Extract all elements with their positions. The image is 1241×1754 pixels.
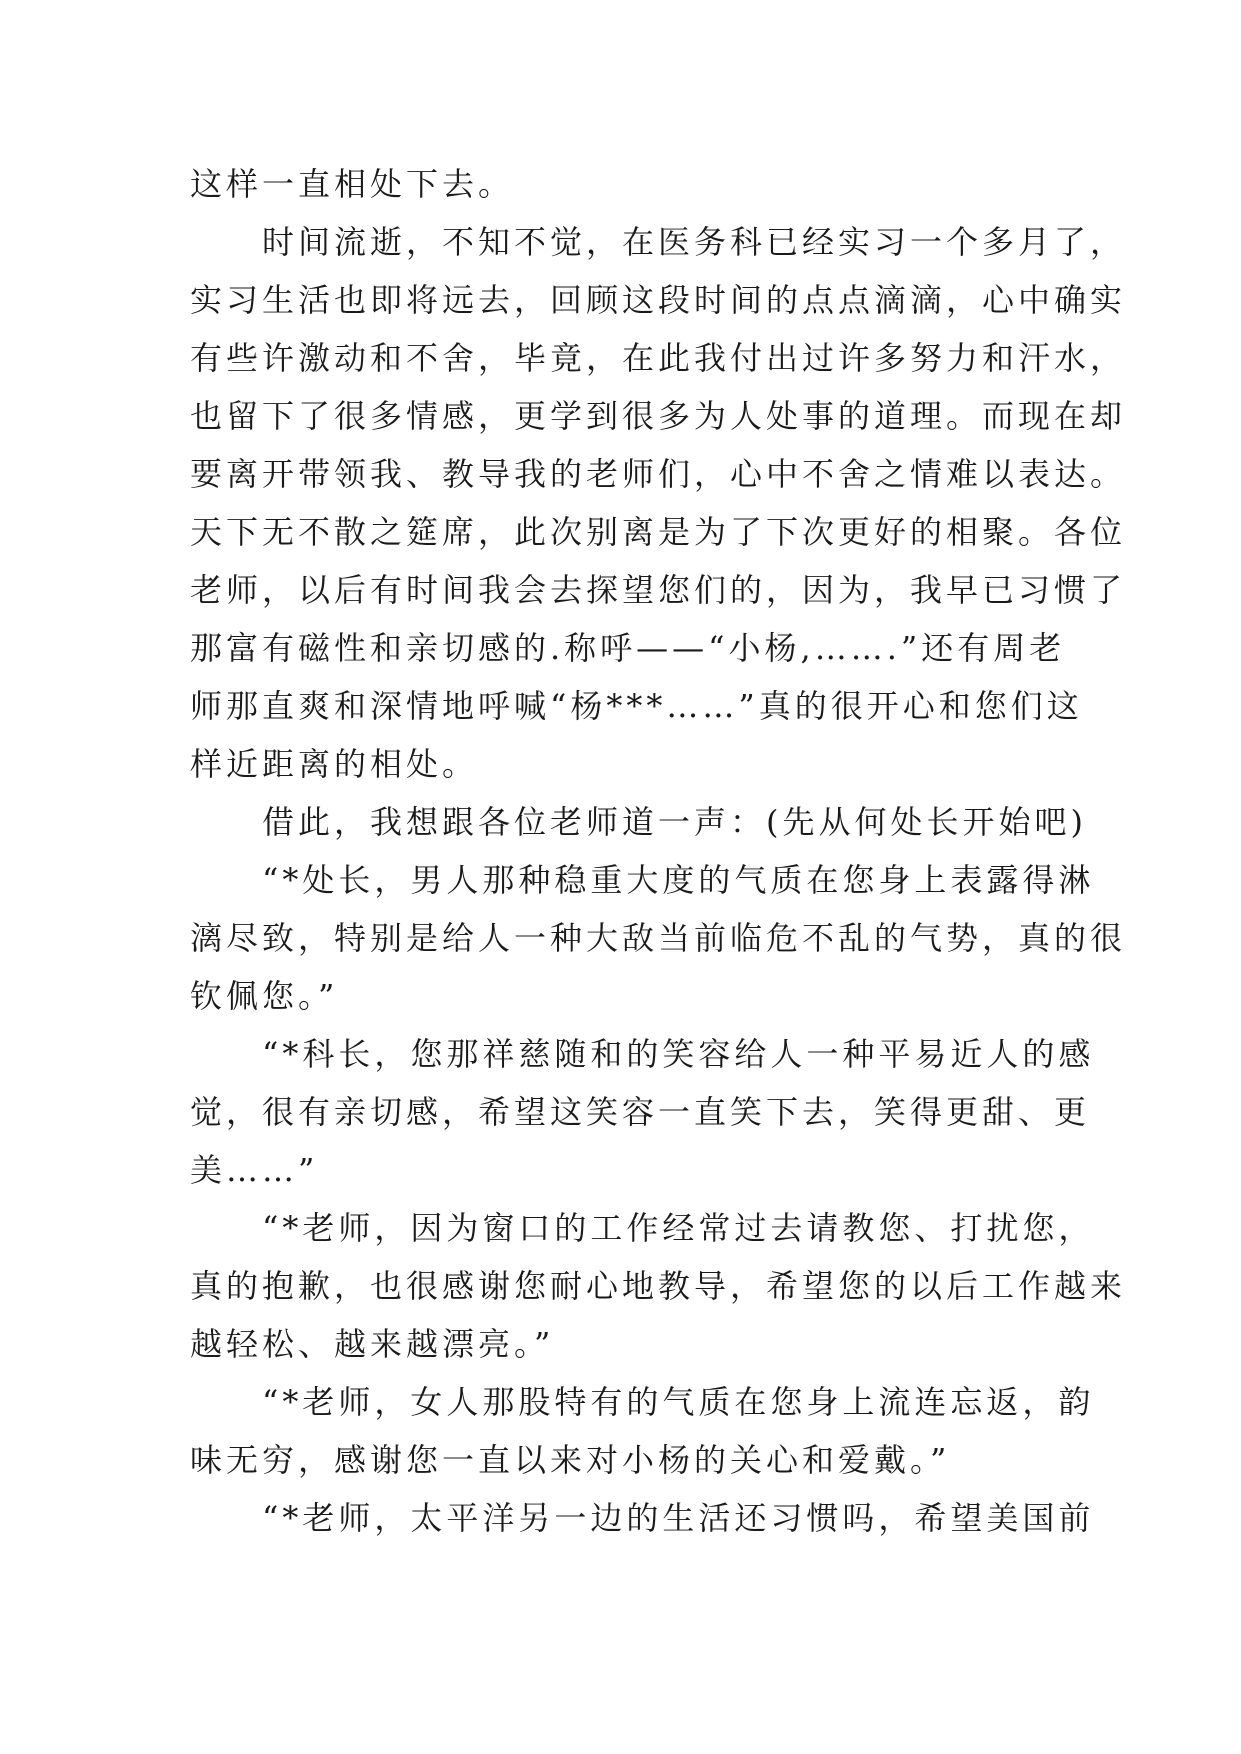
text-line: 时间流逝，不知不觉，在医务科已经实习一个多月了， <box>262 223 1127 261</box>
text-line: “*科长，您那祥慈随和的笑容给人一种平易近人的感 <box>262 1035 1095 1073</box>
text-line: 有些许激动和不舍，毕竟，在此我付出过许多努力和汗水， <box>190 339 1127 377</box>
text-line: 味无穷，感谢您一直以来对小杨的关心和爱戴。” <box>190 1441 951 1479</box>
text-line: 漓尽致，特别是给人一种大敌当前临危不乱的气势，真的很 <box>190 919 1127 957</box>
text-line: 真的抱歉，也很感谢您耐心地教导，希望您的以后工作越来 <box>190 1267 1127 1305</box>
text-line: “*老师，太平洋另一边的生活还习惯吗，希望美国前 <box>262 1499 1095 1537</box>
text-line: 美……” <box>190 1151 319 1189</box>
text-line: 钦佩您。” <box>190 977 339 1015</box>
text-line: “*老师，因为窗口的工作经常过去请教您、打扰您， <box>262 1209 1095 1247</box>
text-line: 天下无不散之筵席，此次别离是为了下次更好的相聚。各位 <box>190 513 1127 551</box>
text-line: “*处长，男人那种稳重大度的气质在您身上表露得淋 <box>262 861 1095 899</box>
text-line: 觉，很有亲切感，希望这笑容一直笑下去，笑得更甜、更 <box>190 1093 1091 1131</box>
text-line: 越轻松、越来越漂亮。” <box>190 1325 555 1363</box>
text-line: 要离开带领我、教导我的老师们，心中不舍之情难以表达。 <box>190 455 1127 493</box>
text-line: 老师，以后有时间我会去探望您们的，因为，我早已习惯了 <box>190 571 1127 609</box>
text-line: 师那直爽和深情地呼喊“杨***……”真的很开心和您们这 <box>190 687 1083 725</box>
text-line: 这样一直相处下去。 <box>190 165 515 203</box>
text-line: 借此，我想跟各位老师道一声：(先从何处长开始吧) <box>262 803 1087 841</box>
text-line: 实习生活也即将远去，回顾这段时间的点点滴滴，心中确实 <box>190 281 1127 319</box>
text-line: 样近距离的相处。 <box>190 745 479 783</box>
text-line: “*老师，女人那股特有的气质在您身上流连忘返，韵 <box>262 1383 1095 1421</box>
text-line: 那富有磁性和亲切感的.称呼——“小杨,…….”还有周老 <box>190 629 1066 667</box>
body-text <box>190 155 1127 1547</box>
text-line: 也留下了很多情感，更学到很多为人处事的道理。而现在却 <box>190 397 1127 435</box>
